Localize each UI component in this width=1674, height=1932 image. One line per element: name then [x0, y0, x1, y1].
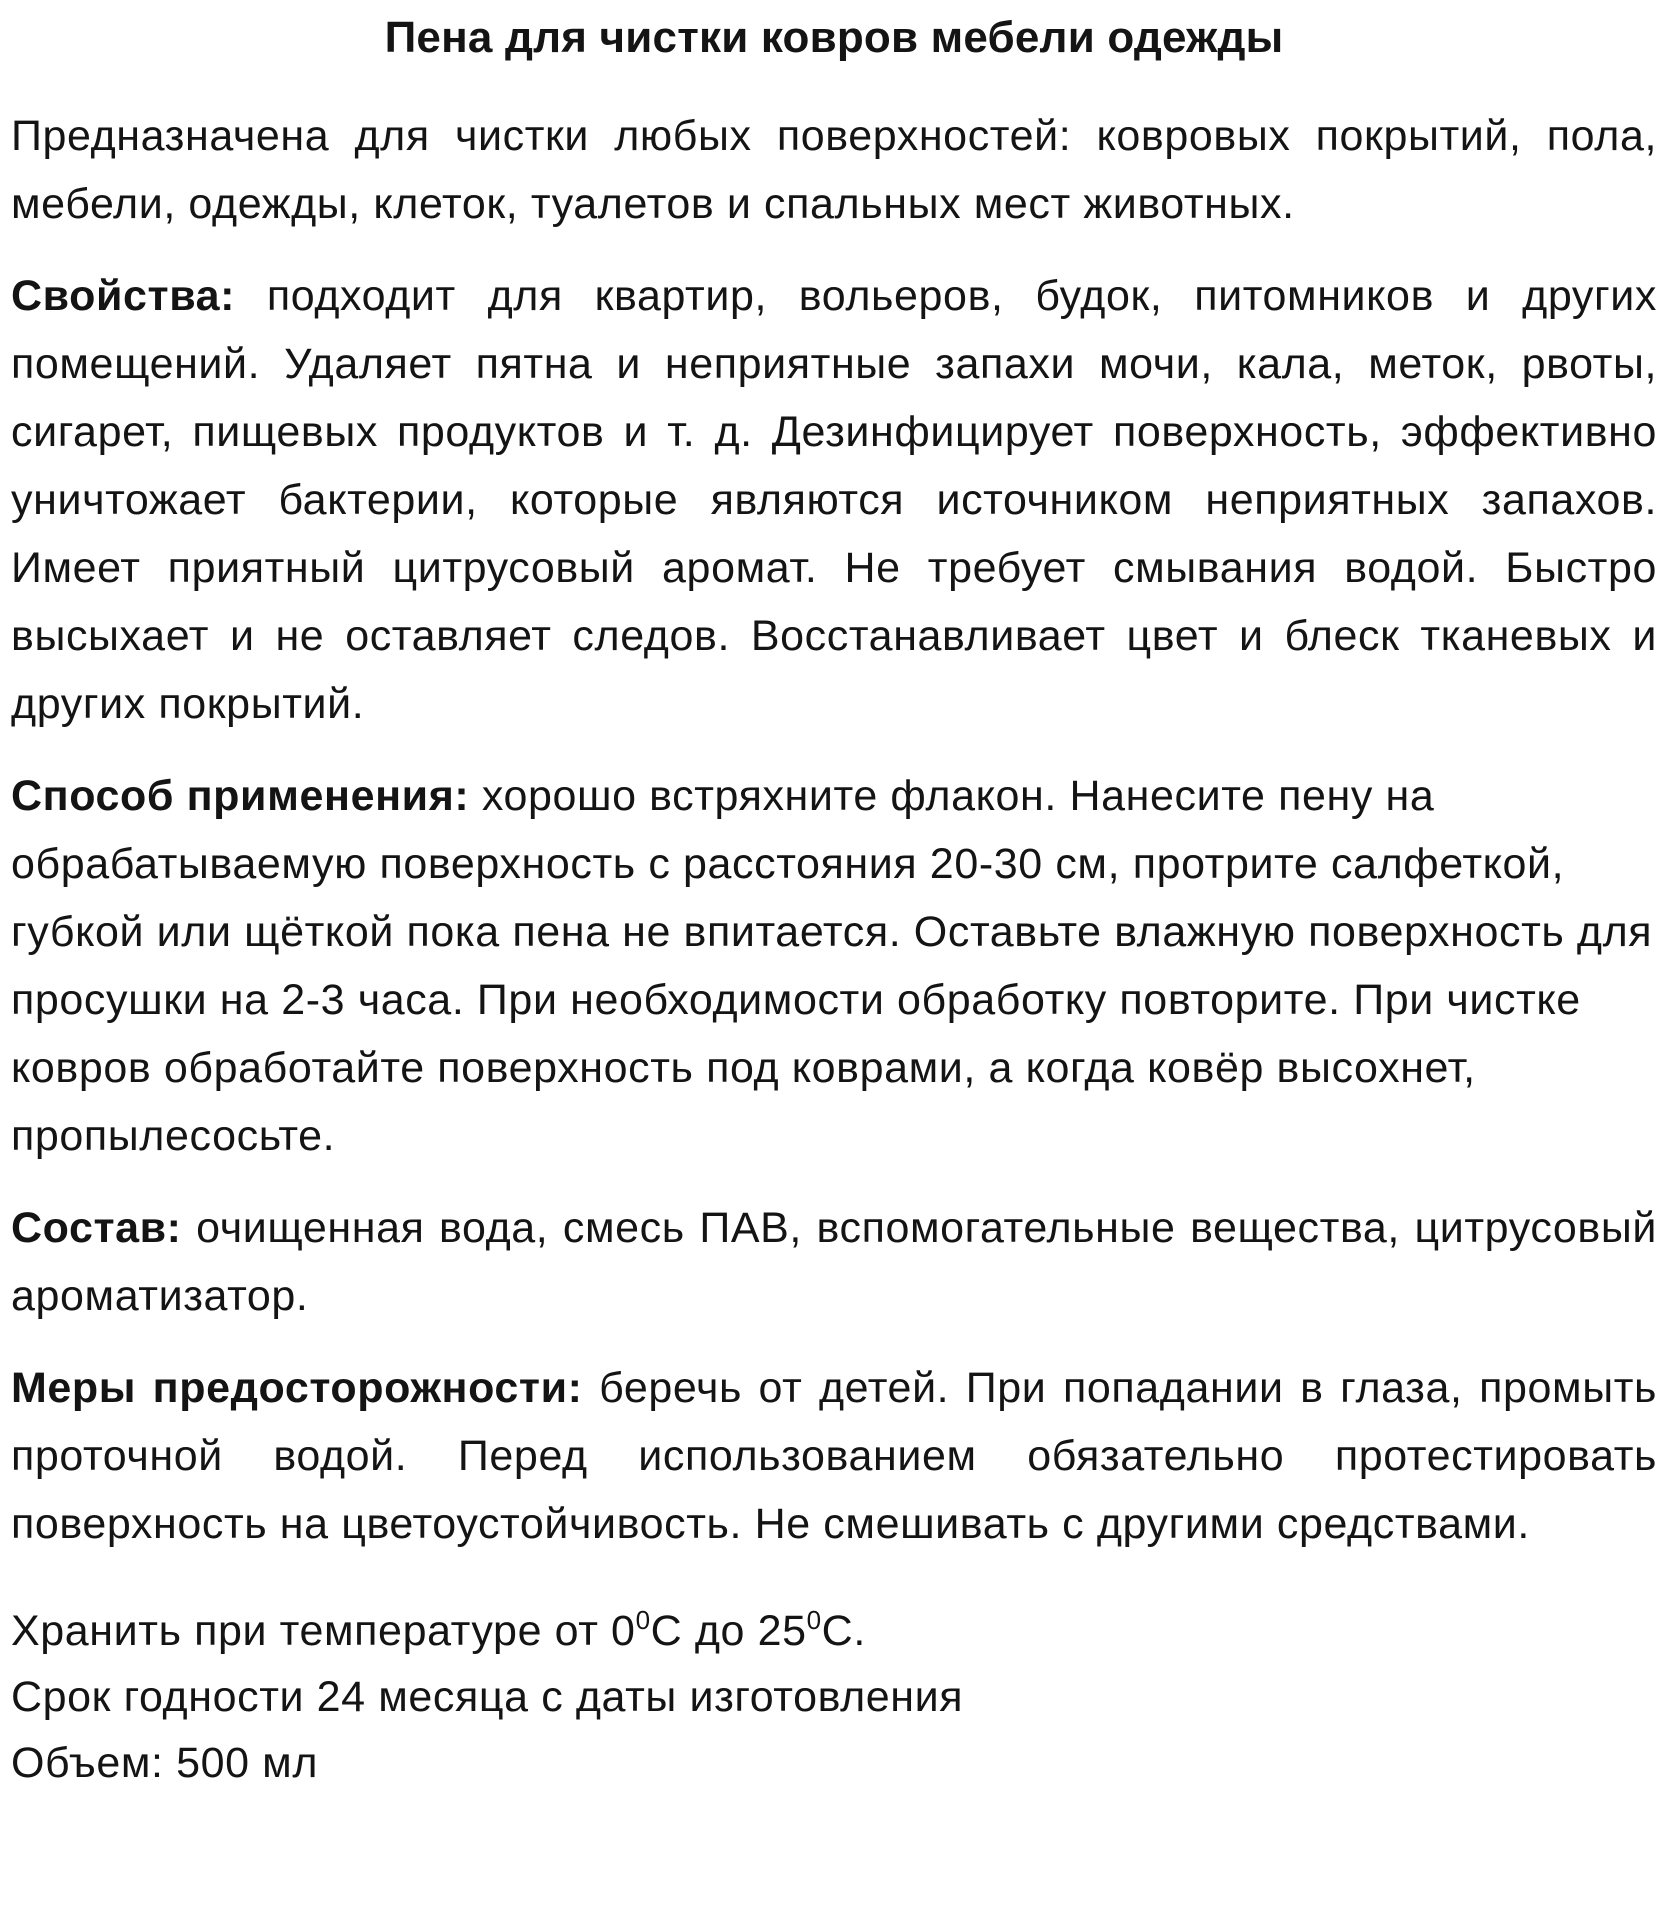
properties-label: Свойства: [11, 272, 236, 320]
storage-temperature-prefix: Хранить при температуре от 0 [11, 1607, 636, 1655]
degree-sign-2: 0 [806, 1605, 822, 1635]
usage-label: Способ применения: [11, 772, 470, 820]
precautions-label: Меры предосторожности: [11, 1364, 583, 1412]
precautions-text: беречь от детей. При попадании в глаза, промыть проточной водой. Перед использованием обязательно протестировать поверхность на цветоустойчивость. Не смешивать с другими средствами. [11, 1364, 1657, 1548]
usage-paragraph [11, 762, 1657, 1170]
degree-sign-1: 0 [635, 1605, 651, 1635]
properties-paragraph [11, 262, 1657, 738]
composition-text: очищенная вода, смесь ПАВ, вспомогательные вещества, цитрусовый ароматизатор. [11, 1204, 1657, 1320]
storage-temperature-suffix: С. [821, 1607, 866, 1655]
shelf-life: Срок годности 24 месяца с даты изготовления [11, 1673, 964, 1721]
precautions-paragraph [11, 1354, 1657, 1558]
page-title: Пена для чистки ковров мебели одежды [384, 13, 1284, 62]
composition-paragraph [11, 1194, 1657, 1330]
properties-text: подходит для квартир, вольеров, будок, питомников и других помещений. Удаляет пятна и неприятные запахи мочи, кала, меток, рвоты, сигарет, пищевых продуктов и т. д. Дезинфицирует поверхность, эффективно уничтожает бактерии, которые являются источником неприятных запахов. Имеет приятный цитрусовый аромат. Не требует смывания водой. Быстро высыхает и не оставляет следов. Восстанавливает цвет и блеск тканевых и других покрытий. [11, 272, 1657, 728]
intro-paragraph: Предназначена для чистки любых поверхностей: ковровых покрытий, пола, мебели, одежды, клеток, туалетов и спальных мест животных. [11, 112, 1657, 228]
usage-text: хорошо встряхните флакон. Нанесите пену на обрабатываемую поверхность с расстояния 20-30 см, протрите салфеткой, губкой или щёткой пока пена не впитается. Оставьте влажную поверхность для просушки на 2-3 часа. При необходимости обработку повторите. При чистке ковров обработайте поверхность под коврами, а когда ковёр высохнет, пропылесосьте. [11, 772, 1653, 1160]
storage-block [11, 1598, 1657, 1796]
storage-temperature-middle: С до 25 [650, 1607, 807, 1655]
volume: Объем: 500 мл [11, 1739, 319, 1787]
composition-label: Состав: [11, 1204, 182, 1252]
storage-temperature [11, 1598, 1657, 1664]
